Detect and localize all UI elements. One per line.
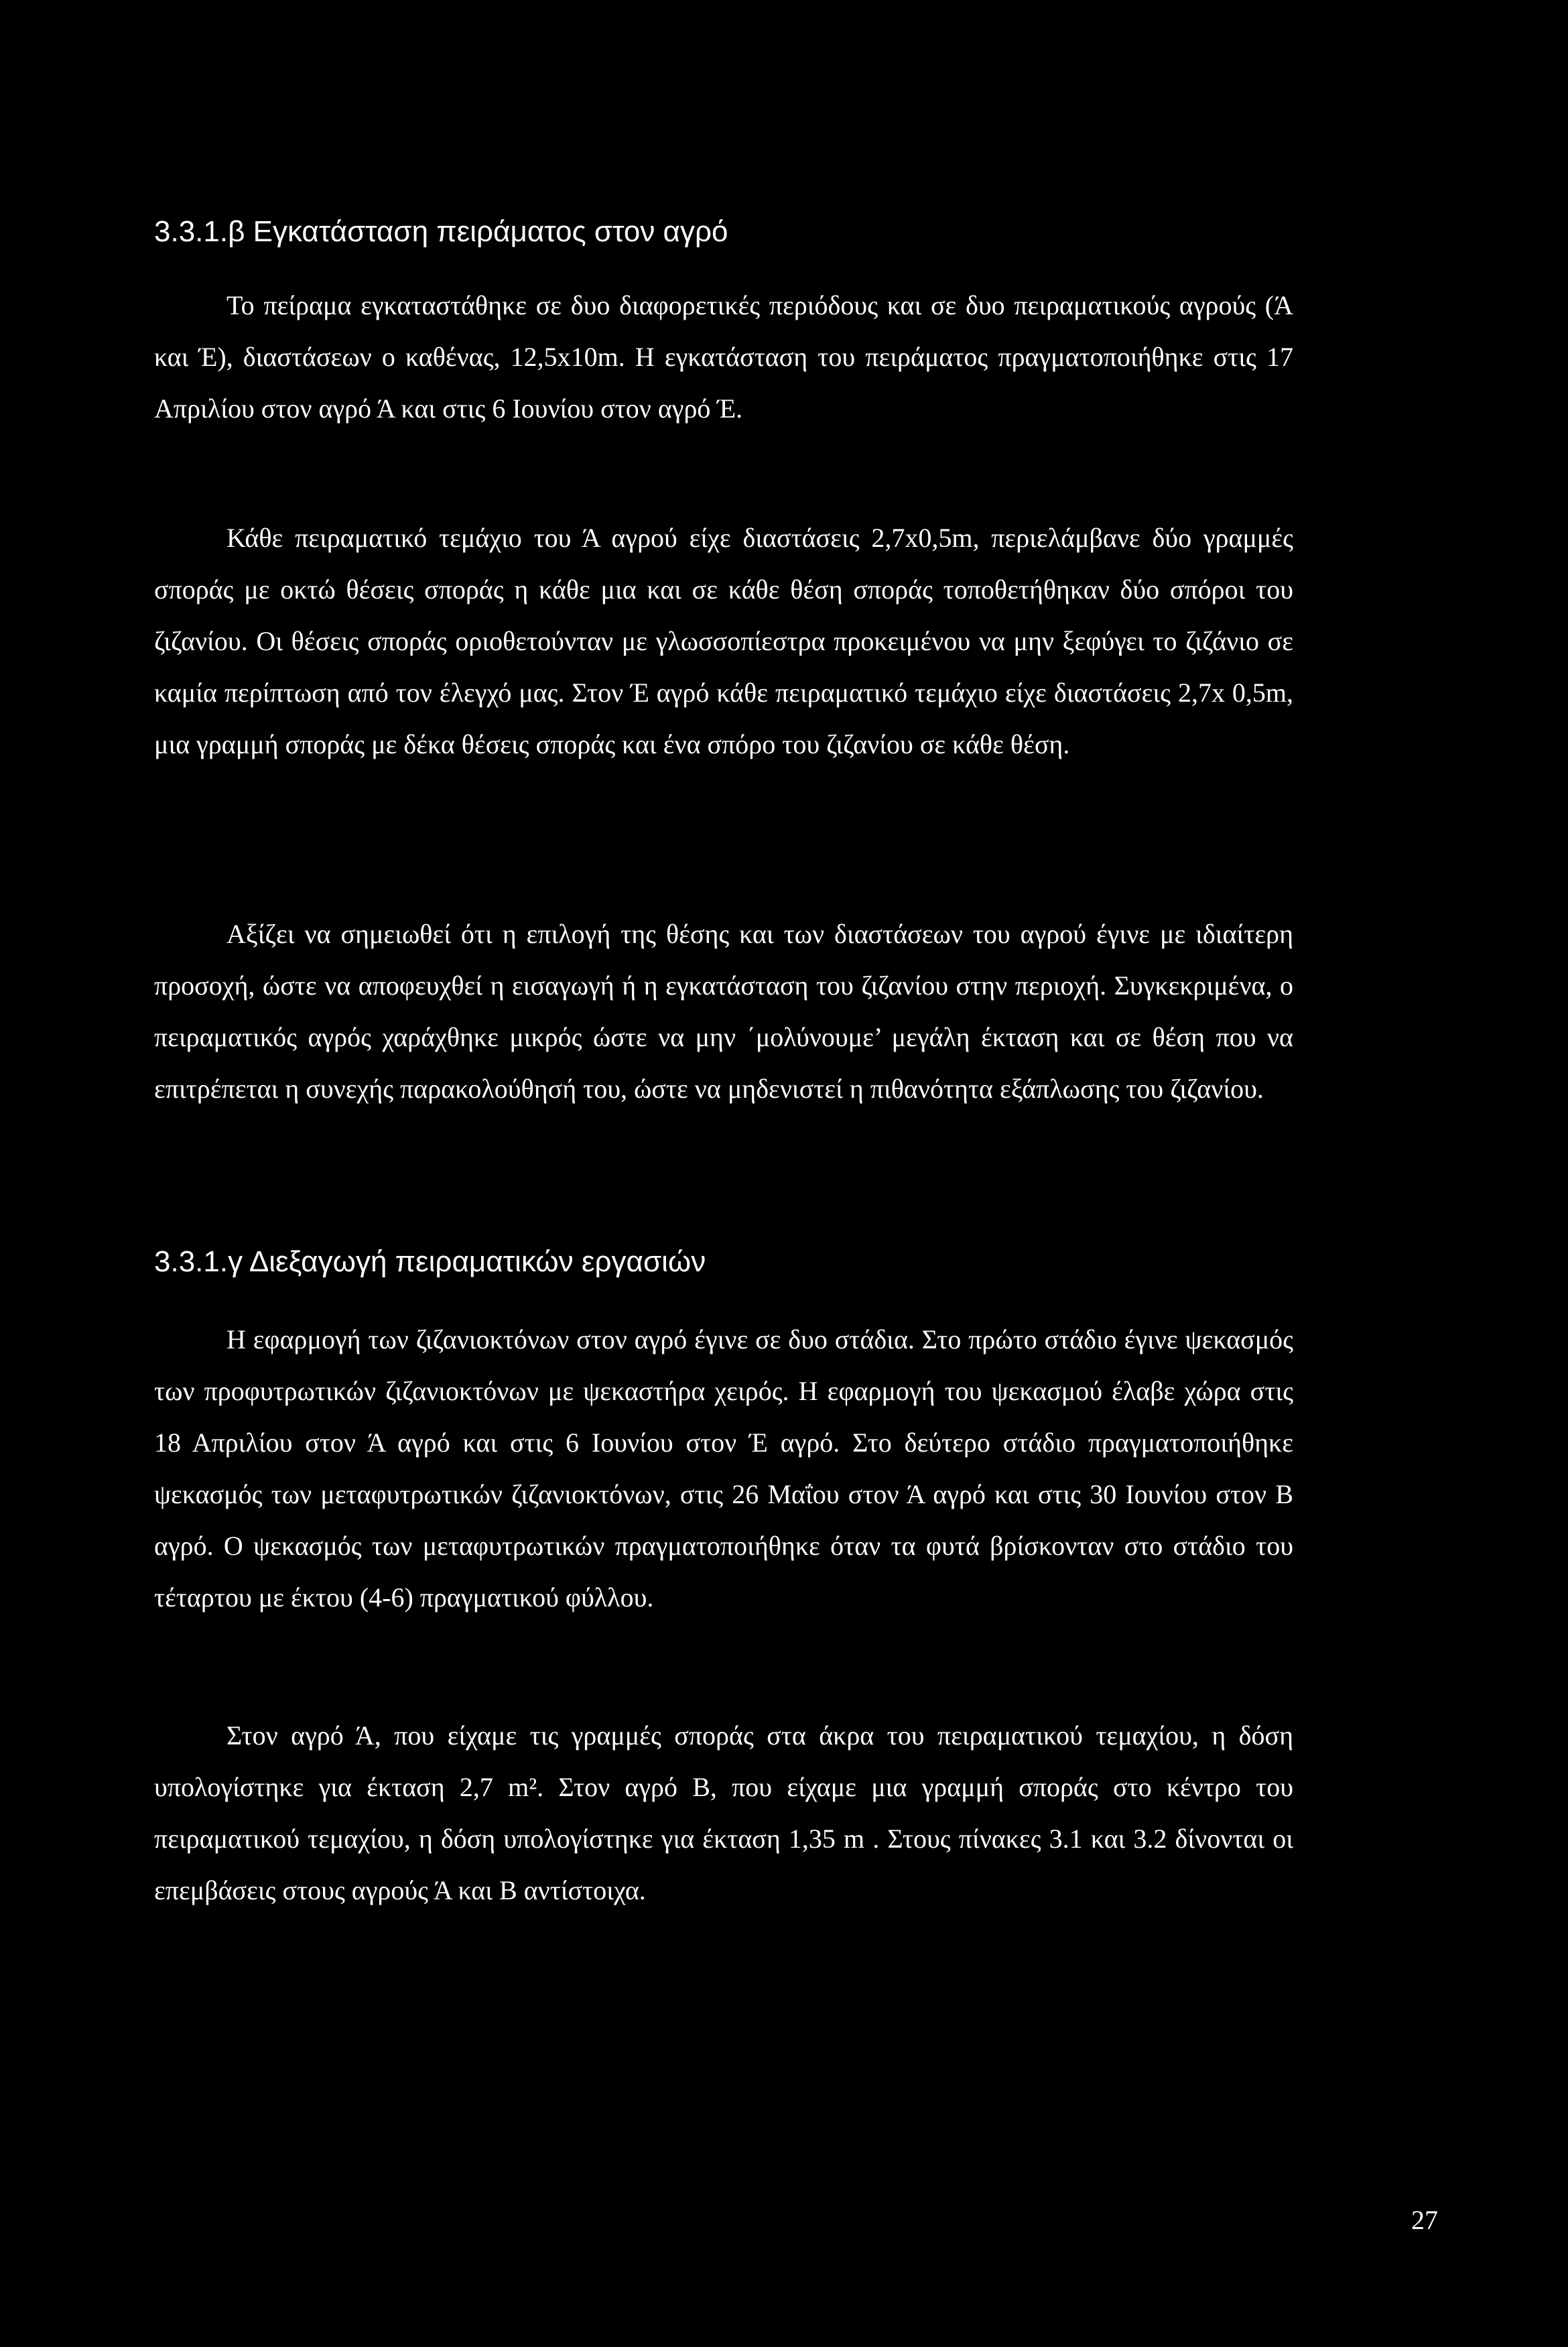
section-heading-experimental-work: 3.3.1.γ Διεξαγωγή πειραματικών εργασιών	[154, 1245, 706, 1278]
paragraph-plot-dimensions: Κάθε πειραματικό τεμάχιο του Ά αγρού είχε διαστάσεις 2,7x0,5m, περιελάμβανε δύο γραμμές σποράς με οκτώ θέσεις σποράς η κάθε μια και σε κάθε θέση σποράς τοποθετήθηκαν δύο σπόροι του ζιζανίου. Οι θέσεις σποράς οριοθετούνταν με γλωσσοπίεστρα προκειμένου να μην ξεφύγει το ζιζάνιο σε καμία περίπτωση από τον έλεγχό μας. Στον Έ αγρό κάθε πειραματικό τεμάχιο είχε διαστάσεις 2,7x 0,5m, μια γραμμή σποράς με δέκα θέσεις σποράς και ένα σπόρο του ζιζανίου σε κάθε θέση.	[154, 523, 1293, 759]
page-number: 27	[1411, 2205, 1438, 2235]
document-page	[154, 0, 1438, 2347]
paragraph-site-selection: Αξίζει να σημειωθεί ότι η επιλογή της θέσης και των διαστάσεων του αγρού έγινε με ιδιαίτερη προσοχή, ώστε να αποφευχθεί η εισαγωγή ή η εγκατάσταση του ζιζανίου στην περιοχή. Συγκεκριμένα, ο πειραματικός αγρός χαράχθηκε μικρός ώστε να μην ΄μολύνουμε’ μεγάλη έκταση και σε θέση που να επιτρέπεται η συνεχής παρακολούθησή του, ώστε να μηδενιστεί η πιθανότητα εξάπλωσης του ζιζανίου.	[154, 919, 1293, 1104]
paragraph-herbicide-application: Η εφαρμογή των ζιζανιοκτόνων στον αγρό έγινε σε δυο στάδια. Στο πρώτο στάδιο έγινε ψεκασμός των προφυτρωτικών ζιζανιοκτόνων με ψεκαστήρα χειρός. Η εφαρμογή του ψεκασμού έλαβε χώρα στις 18 Απριλίου στον Ά αγρό και στις 6 Ιουνίου στον Έ αγρό. Στο δεύτερο στάδιο πραγματοποιήθηκε ψεκασμός των μεταφυτρωτικών ζιζανιοκτόνων, στις 26 Μαΐου στον Ά αγρό και στις 30 Ιουνίου στον Β αγρό. Ο ψεκασμός των μεταφυτρωτικών πραγματοποιήθηκε όταν τα φυτά βρίσκονταν στο στάδιο του τέταρτου με έκτου (4-6) πραγματικού φύλλου.	[154, 1324, 1293, 1612]
paragraph-dose-calculation: Στον αγρό Ά, που είχαμε τις γραμμές σποράς στα άκρα του πειραματικού τεμαχίου, η δόση υπολογίστηκε για έκταση 2,7 m². Στον αγρό Β, που είχαμε μια γραμμή σποράς στο κέντρο του πειραματικού τεμαχίου, η δόση υπολογίστηκε για έκταση 1,35 m . Στους πίνακες 3.1 και 3.2 δίνονται οι επεμβάσεις στους αγρούς Ά και Β αντίστοιχα.	[154, 1720, 1293, 1905]
section-heading-installation: 3.3.1.β Εγκατάσταση πειράματος στον αγρό	[154, 215, 728, 248]
paragraph-installation-intro: Το πείραμα εγκαταστάθηκε σε δυο διαφορετικές περιόδους και σε δυο πειραματικούς αγρούς (Ά και Έ), διαστάσεων ο καθένας, 12,5x10m. Η εγκατάσταση του πειράματος πραγματοποιήθηκε στις 17 Απριλίου στον αγρό Ά και στις 6 Ιουνίου στον αγρό Έ.	[154, 290, 1293, 424]
